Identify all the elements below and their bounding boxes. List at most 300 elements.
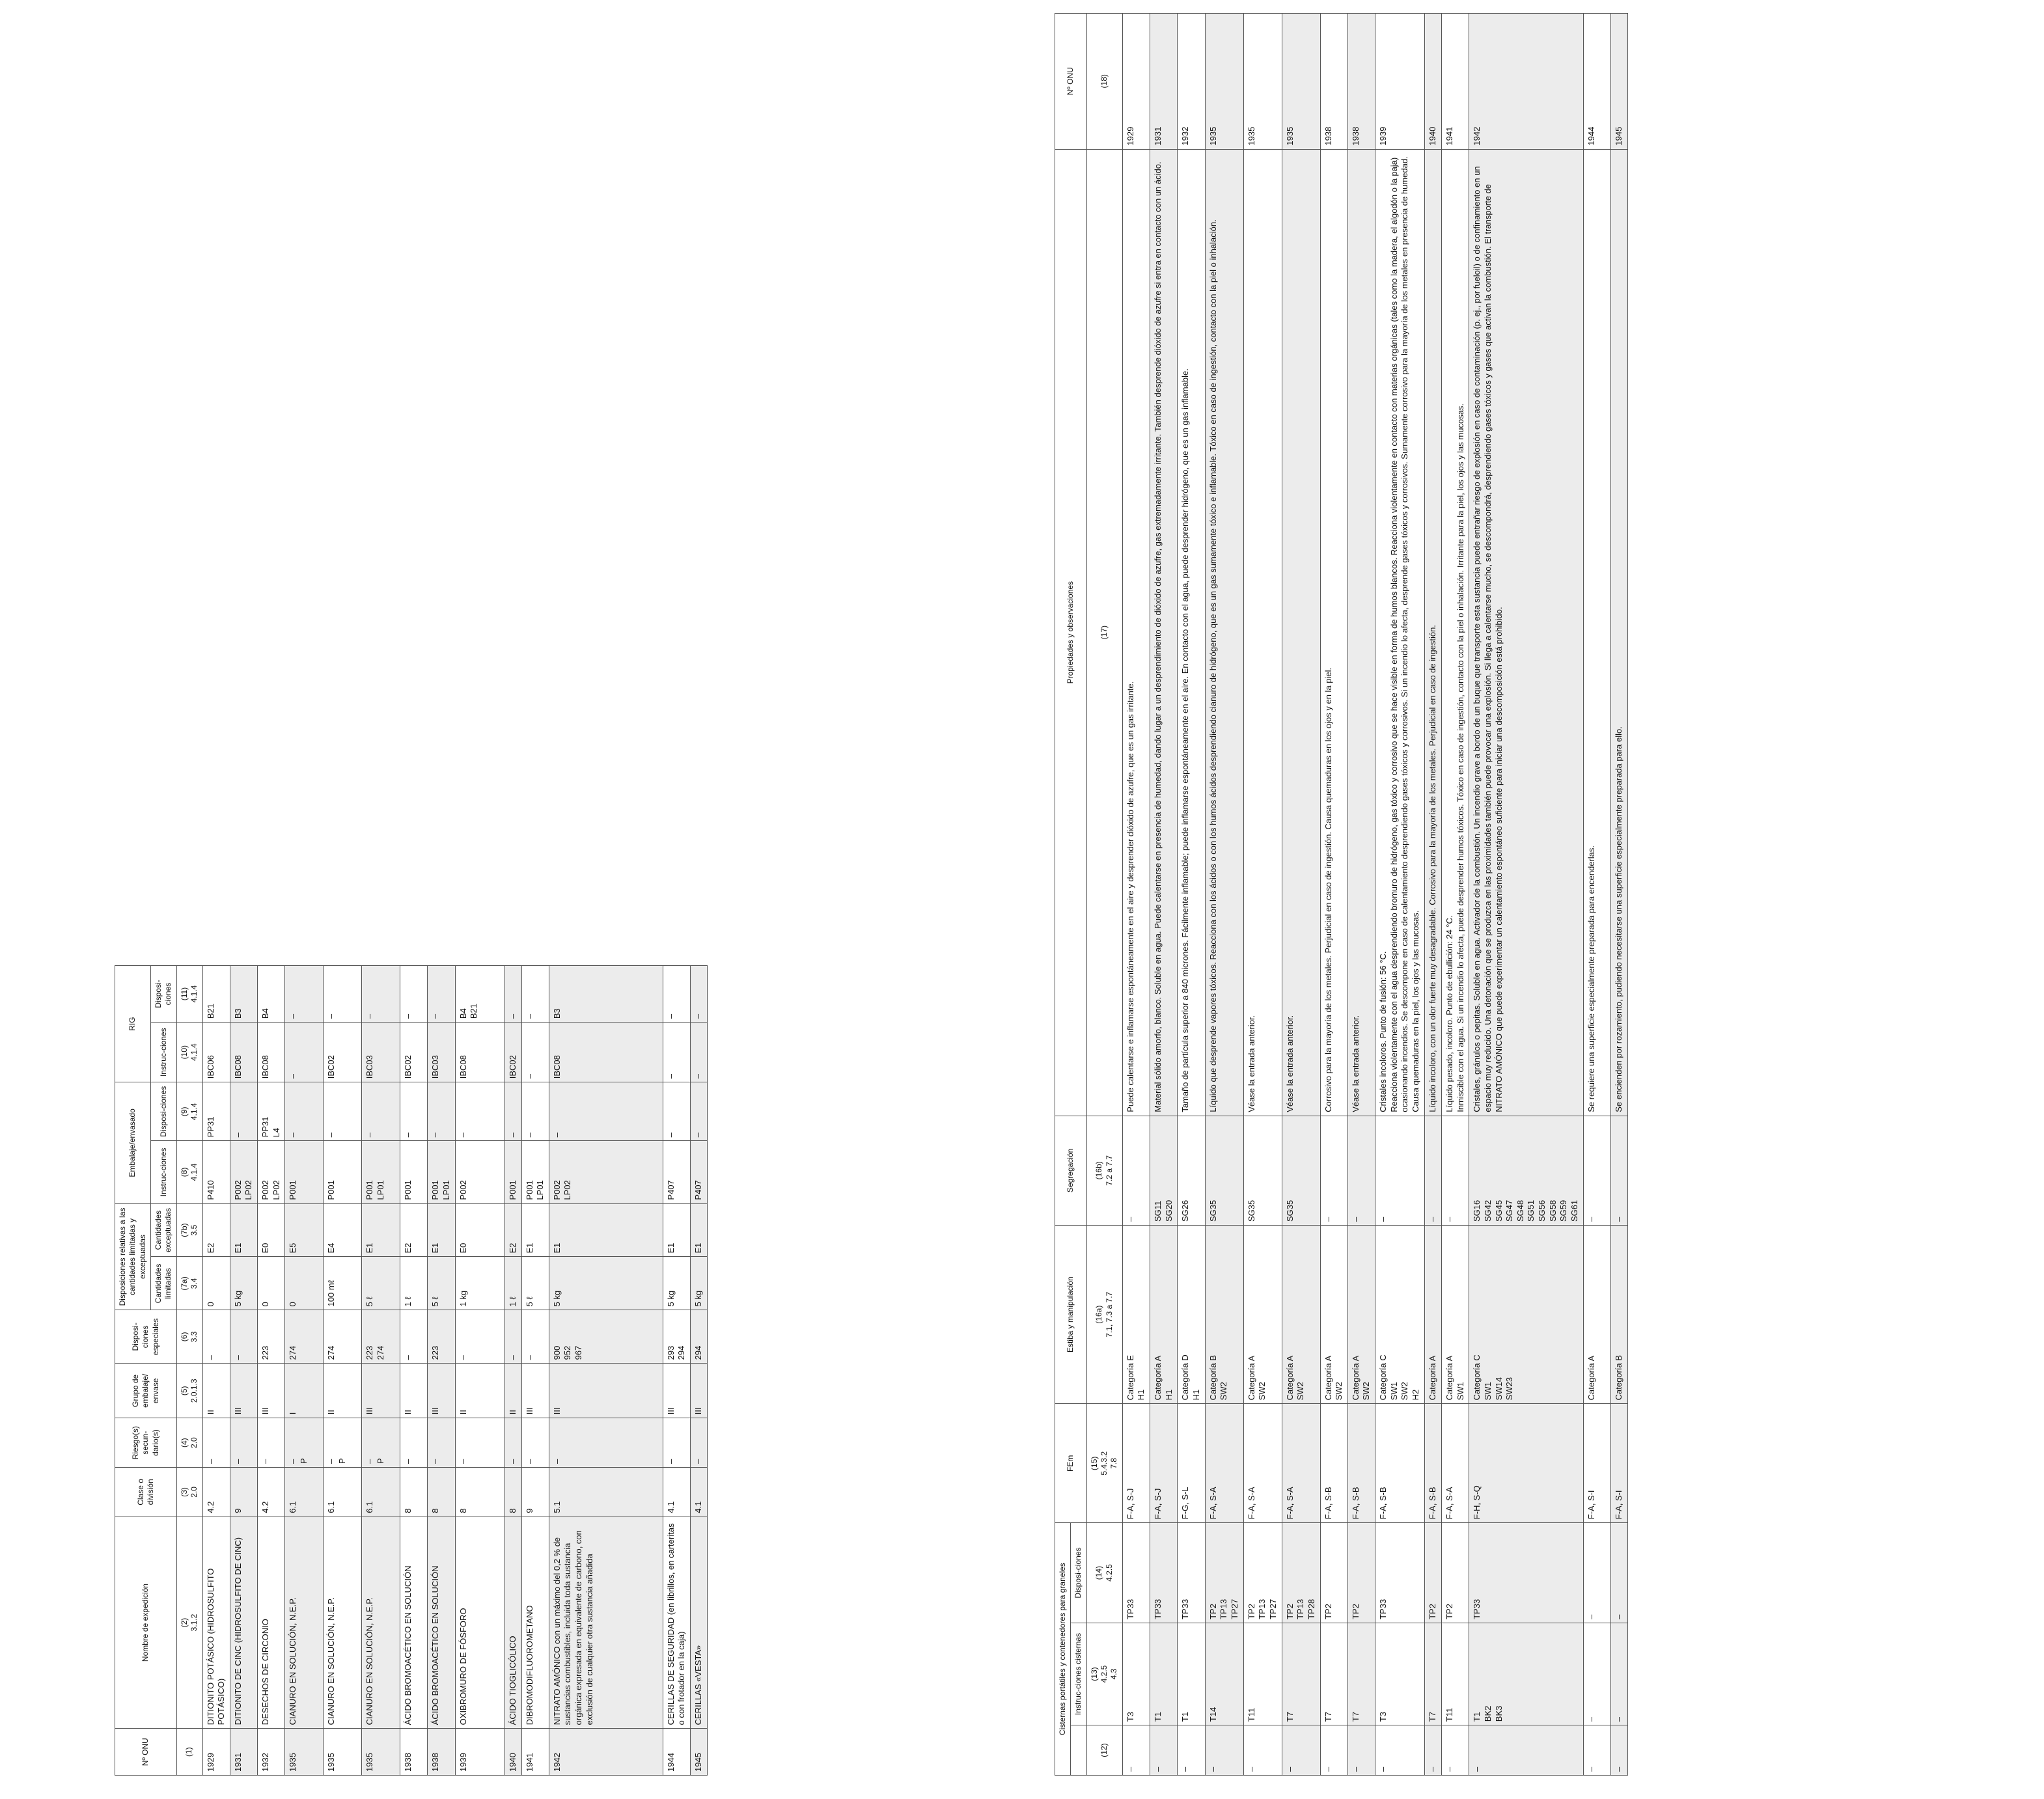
cant-exc-cell: E1 [521,1203,549,1257]
table-row [285,966,324,1776]
onu-cell: 1938 [428,1729,455,1776]
col12-cell: – [1243,1725,1282,1776]
cist-disp-cell: TP2 [1347,1523,1375,1623]
emb-disp-cell: – [362,1082,400,1141]
segreg-cell: – [1375,1116,1425,1225]
rig-instr-cell: IBC08 [455,1023,504,1082]
fem-cell: F-A, S-B [1425,1404,1442,1523]
cant-exc-cell: E5 [285,1203,324,1257]
grupo-cell: III [663,1364,690,1418]
column-number-row [1086,14,1122,1776]
header-disp-esp: Disposi-ciones especiales [115,1310,177,1364]
rig-disp-cell: B21 [202,966,230,1023]
cant-exc-cell: E0 [455,1203,504,1257]
onu-cell: 1935 [1205,14,1243,150]
column-number: (16b) 7.2 a 7.7 [1086,1116,1122,1225]
name-cell: DITIONITO DE CINC (HIDROSULFITO DE CINC) [230,1517,257,1729]
fem-cell: F-A, S-J [1122,1404,1150,1523]
table-row [324,966,362,1776]
props-cell: Líquido que desprende vapores tóxicos. Reacciona con los ácidos o con los humos ácidos desprendiendo cianuro de hidrógeno, que es un gas sumamente tóxico e inflamable. Tóxico en caso de ingestión, contacto con la piel o inhalación. [1205,149,1243,1116]
grupo-cell: III [362,1364,400,1418]
estiba-cell: Categoría A SW2 [1243,1226,1282,1404]
estiba-cell: Categoría A H1 [1150,1226,1178,1404]
table-row [362,966,400,1776]
rig-instr-cell: IBC08 [230,1023,257,1082]
clase-cell: 8 [400,1468,428,1517]
name-cell: DESECHOS DE CIRCONIO [258,1517,285,1729]
table-row [521,966,549,1776]
segreg-cell: – [1442,1116,1469,1225]
header-cant-lim: Cantidades limitadas [151,1257,177,1310]
estiba-cell: Categoría A SW1 [1442,1226,1469,1404]
column-number: (18) [1086,14,1122,150]
rig-disp-cell: – [663,966,690,1023]
cant-lim-cell: 0 [258,1257,285,1310]
column-number: (1) [176,1729,202,1776]
name-cell: ÁCIDO BROMOACÉTICO EN SOLUCIÓN [428,1517,455,1729]
cist-instr-cell: T7 [1347,1623,1375,1725]
grupo-cell: I [285,1364,324,1418]
onu-cell: 1944 [1583,14,1610,150]
props-cell: Se requiere una superficie especialmente preparada para encenderlas. [1583,149,1610,1116]
props-cell: Se encienden por rozamiento, pudiendo necesitarse una superficie especialmente preparada para ello. [1610,149,1627,1116]
name-cell: CIANURO EN SOLUCIÓN, N.E.P. [324,1517,362,1729]
table-row [1205,14,1243,1776]
emb-instr-cell: P410 [202,1141,230,1203]
clase-cell: 4.1 [691,1468,708,1517]
cant-lim-cell: 1 ℓ [400,1257,428,1310]
rig-instr-cell: IBC03 [362,1023,400,1082]
fem-cell: F-A, S-A [1282,1404,1320,1523]
table-row [230,966,257,1776]
estiba-cell: Categoría A SW2 [1282,1226,1320,1404]
grupo-cell: III [428,1364,455,1418]
table-row [663,966,690,1776]
onu-cell: 1942 [549,1729,663,1776]
disp-cell: 294 [691,1310,708,1364]
onu-cell: 1942 [1469,14,1583,150]
rig-instr-cell: IBC08 [258,1023,285,1082]
onu-cell: 1929 [202,1729,230,1776]
fem-cell: F-A, S-I [1583,1404,1610,1523]
table-row [504,966,521,1776]
rig-disp-cell: – [521,966,549,1023]
table-row [1442,14,1469,1776]
table-row [1347,14,1375,1776]
rig-disp-cell: B3 [230,966,257,1023]
rig-disp-cell: – [400,966,428,1023]
segreg-cell: SG35 [1243,1116,1282,1225]
column-number: (12) [1086,1725,1122,1776]
table-row [428,966,455,1776]
riesgo-cell: – [549,1418,663,1468]
cist-instr-cell: T11 [1442,1623,1469,1725]
col12-cell: – [1150,1725,1178,1776]
table-row [1320,14,1347,1776]
header-emb-group: Embalaje/envasado [115,1082,151,1203]
table-row [1282,14,1320,1776]
emb-instr-cell: P001 LP01 [521,1141,549,1203]
segreg-cell: – [1425,1116,1442,1225]
fem-cell: F-A, S-A [1243,1404,1282,1523]
table-row [1178,14,1205,1776]
clase-cell: 4.2 [202,1468,230,1517]
props-cell: Véase la entrada anterior. [1282,149,1320,1116]
fem-cell: F-A, S-B [1347,1404,1375,1523]
riesgo-cell: – [455,1418,504,1468]
name-cell: CERILLAS DE SEGURIDAD (en librillos, en carteritas o con frotador en la caja) [663,1517,690,1729]
segreg-cell: – [1122,1116,1150,1225]
cant-lim-cell: 5 kg [663,1257,690,1310]
col12-cell: – [1610,1725,1627,1776]
header-rig-instr: Instruc-ciones [151,1023,177,1082]
rig-disp-cell: B3 [549,966,663,1023]
cist-disp-cell: TP33 [1469,1523,1583,1623]
table-row [691,966,708,1776]
cist-instr-cell: – [1583,1623,1610,1725]
props-cell: Cristales, gránulos o pepitas. Soluble en agua. Activador de la combustión. Un incendio grave a bordo de un buque que transporte esta sustancia puede entrañar riesgo de explosión en caso de contaminación (p. ej., por fueloil) o de confinamiento en un espacio muy reducido. Una detonación que se produzca en las proximidades también puede provocar una explosión. Si llega a calentarse mucho, se descompondrá, desprendiendo gases tóxicos y gases que activan la combustión. El transporte de NITRATO AMÓNICO que puede experimentar un calentamiento espontáneo suficiente para iniciar una descomposición está prohibido. [1469,149,1583,1116]
clase-cell: 8 [455,1468,504,1517]
rig-instr-cell: IBC02 [324,1023,362,1082]
segreg-cell: SG11 SG20 [1150,1116,1178,1225]
estiba-cell: Categoría E H1 [1122,1226,1150,1404]
cant-exc-cell: E1 [663,1203,690,1257]
onu-cell: 1941 [521,1729,549,1776]
cant-exc-cell: E1 [549,1203,663,1257]
name-cell: DIBROMODIFLUOROMETANO [521,1517,549,1729]
grupo-cell: III [258,1364,285,1418]
header-emb-disp: Disposi-ciones [151,1082,177,1141]
cant-lim-cell: 1 ℓ [504,1257,521,1310]
clase-cell: 8 [428,1468,455,1517]
emb-disp-cell: – [691,1082,708,1141]
onu-cell: 1938 [1347,14,1375,150]
riesgo-cell: – P [324,1418,362,1468]
onu-cell: 1940 [504,1729,521,1776]
clase-cell: 9 [521,1468,549,1517]
grupo-cell: III [230,1364,257,1418]
fem-cell: F-A, S-B [1375,1404,1425,1523]
clase-cell: 6.1 [285,1468,324,1517]
header-name: Nombre de expedición [115,1517,177,1729]
table-row [1425,14,1442,1776]
onu-cell: 1932 [258,1729,285,1776]
estiba-cell: Categoría B [1610,1226,1627,1404]
cant-lim-cell: 5 kg [691,1257,708,1310]
disp-cell: 293 294 [663,1310,690,1364]
rig-instr-cell: IBC06 [202,1023,230,1082]
table-row [1122,14,1150,1776]
column-number: (8) 4.1.4 [176,1141,202,1203]
grupo-cell: III [549,1364,663,1418]
estiba-cell: Categoría A [1583,1226,1610,1404]
column-number-row [176,966,202,1776]
fem-cell: F-A, S-A [1205,1404,1243,1523]
segreg-cell: SG35 [1205,1116,1243,1225]
segreg-cell: SG26 [1178,1116,1205,1225]
rig-disp-cell: B4 B21 [455,966,504,1023]
onu-cell: 1935 [362,1729,400,1776]
disp-cell: 223 274 [362,1310,400,1364]
rig-disp-cell: – [428,966,455,1023]
table-row [202,966,230,1776]
clase-cell: 4.2 [258,1468,285,1517]
col12-cell: – [1320,1725,1347,1776]
onu-cell: 1929 [1122,14,1150,150]
cist-disp-cell: TP2 [1320,1523,1347,1623]
grupo-cell: II [202,1364,230,1418]
cist-disp-cell: TP2 TP13 TP28 [1282,1523,1320,1623]
clase-cell: 8 [504,1468,521,1517]
riesgo-cell: – [202,1418,230,1468]
column-number: (10) 4.1.4 [176,1023,202,1082]
props-cell: Véase la entrada anterior. [1243,149,1282,1116]
col12-cell: – [1122,1725,1150,1776]
header-estiba: Estiba y manipulación [1055,1226,1087,1404]
estiba-cell: Categoría A SW2 [1320,1226,1347,1404]
header-fem: FEm [1055,1404,1087,1523]
header-emb-instr: Instruc-ciones [151,1141,177,1203]
cant-exc-cell: E1 [230,1203,257,1257]
cist-instr-cell: T1 [1178,1623,1205,1725]
disp-cell: – [521,1310,549,1364]
props-cell: Puede calentarse e inflamarse espontáneamente en el aire y desprender dióxido de azufre, que es un gas irritante. [1122,149,1150,1116]
estiba-cell: Categoría A SW2 [1347,1226,1375,1404]
emb-disp-cell: – [428,1082,455,1141]
column-number: (14) 4.2.5 [1086,1523,1122,1623]
onu-cell: 1932 [1178,14,1205,150]
emb-instr-cell: P001 [285,1141,324,1203]
table-row [400,966,428,1776]
col12-cell: – [1442,1725,1469,1776]
column-number: (9) 4.1.4 [176,1082,202,1141]
riesgo-cell: – [521,1418,549,1468]
cant-lim-cell: 5 ℓ [362,1257,400,1310]
props-cell: Líquido pesado, incoloro. Punto de ebullición: 24 °C. Inmiscible con el agua. Si un incendio lo afecta, puede desprender humos tóxicos. Tóxico en caso de ingestión, contacto con la piel o inhalación. Irritante para la piel, los ojos y las mucosas. [1442,149,1469,1116]
emb-disp-cell: – [521,1082,549,1141]
emb-disp-cell: – [400,1082,428,1141]
segreg-cell: – [1320,1116,1347,1225]
header-cant-exc: Cantidades exceptuadas [151,1203,177,1257]
rig-instr-cell: IBC08 [549,1023,663,1082]
clase-cell: 5.1 [549,1468,663,1517]
col12-cell: – [1469,1725,1583,1776]
onu-cell: 1935 [285,1729,324,1776]
emb-instr-cell: P407 [663,1141,690,1203]
riesgo-cell: – [400,1418,428,1468]
left-table-page [115,965,1006,1776]
emb-instr-cell: P002 LP02 [258,1141,285,1203]
props-cell: Cristales incoloros. Punto de fusión: 56 °C. Reacciona violentamente con el agua desprendiendo bromuro de hidrógeno, gas tóxico y corrosivo que se hace visible en forma de humos blancos. Reacciona violentamente en contacto con materias orgánicas (tales como la madera, el algodón o la paja) ocasionando incendios. Se descompone en caso de calentamiento desprendiendo gases tóxicos y corrosivos. Si un incendio lo afecta, desprende gases tóxicos y corrosivos. Sumamente corrosivo para la mayoría de los metales en presencia de humedad. Causa quemaduras en la piel, los ojos y las mucosas. [1375,149,1425,1116]
onu-cell: 1938 [1320,14,1347,150]
disp-cell: 274 [324,1310,362,1364]
fem-cell: F-A, S-I [1610,1404,1627,1523]
name-cell: OXIBROMURO DE FÓSFORO [455,1517,504,1729]
column-number: (16a) 7.1, 7.3 a 7.7 [1086,1226,1122,1404]
col12-cell: – [1178,1725,1205,1776]
disp-cell: 900 952 967 [549,1310,663,1364]
rig-instr-cell: IBC02 [400,1023,428,1082]
grupo-cell: II [504,1364,521,1418]
cant-exc-cell: E4 [324,1203,362,1257]
header-c12 [1071,1725,1086,1776]
cant-exc-cell: E2 [400,1203,428,1257]
riesgo-cell: – [230,1418,257,1468]
cant-exc-cell: E1 [428,1203,455,1257]
header-onu: Nº ONU [115,1729,177,1776]
rig-disp-cell: – [691,966,708,1023]
rig-instr-cell: – [521,1023,549,1082]
rig-instr-cell: – [691,1023,708,1082]
name-cell: ÁCIDO BROMOACÉTICO EN SOLUCIÓN [400,1517,428,1729]
cant-exc-cell: E0 [258,1203,285,1257]
riesgo-cell: – P [362,1418,400,1468]
right-table-page [1055,13,2044,1776]
name-cell: ÁCIDO TIOGLICÓLICO [504,1517,521,1729]
header-riesgo: Riesgo(s) secun-dario(s) [115,1418,177,1468]
riesgo-cell: – [663,1418,690,1468]
onu-cell: 1944 [663,1729,690,1776]
table-row [1150,14,1178,1776]
estiba-cell: Categoría C SW1 SW14 SW23 [1469,1226,1583,1404]
rig-instr-cell: IBC03 [428,1023,455,1082]
table-row [1583,14,1610,1776]
props-cell: Líquido incoloro, con un olor fuerte muy desagradable. Corrosivo para la mayoría de los metales. Perjudicial en caso de ingestión. [1425,149,1442,1116]
props-cell: Corrosivo para la mayoría de los metales. Perjudicial en caso de ingestión. Causa quemaduras en los ojos y en la piel. [1320,149,1347,1116]
cist-disp-cell: – [1583,1523,1610,1623]
column-number: (15) 5.4.3.2 7.8 [1086,1404,1122,1523]
onu-cell: 1935 [1243,14,1282,150]
onu-cell: 1935 [324,1729,362,1776]
cist-instr-cell: T3 [1122,1623,1150,1725]
column-number: (6) 3.3 [176,1310,202,1364]
rig-instr-cell: IBC02 [504,1023,521,1082]
emb-instr-cell: P002 LP02 [549,1141,663,1203]
disp-cell: 223 [258,1310,285,1364]
riesgo-cell: – [428,1418,455,1468]
onu-cell: 1939 [1375,14,1425,150]
table-row [549,966,663,1776]
cist-disp-cell: TP2 TP13 TP27 [1243,1523,1282,1623]
col12-cell: – [1347,1725,1375,1776]
cant-lim-cell: 5 kg [549,1257,663,1310]
onu-cell: 1945 [1610,14,1627,150]
grupo-cell: III [691,1364,708,1418]
disp-cell: – [455,1310,504,1364]
disp-cell: – [400,1310,428,1364]
header-props: Propiedades y observaciones [1055,149,1087,1116]
disp-cell: 223 [428,1310,455,1364]
right-table [1055,13,1628,1776]
cist-instr-cell: – [1610,1623,1627,1725]
cist-disp-cell: – [1610,1523,1627,1623]
cant-lim-cell: 0 [285,1257,324,1310]
cist-disp-cell: TP33 [1150,1523,1178,1623]
grupo-cell: II [455,1364,504,1418]
segreg-cell: – [1583,1116,1610,1225]
props-cell: Véase la entrada anterior. [1347,149,1375,1116]
cist-instr-cell: T11 [1243,1623,1282,1725]
cant-lim-cell: 5 ℓ [428,1257,455,1310]
cist-disp-cell: TP33 [1122,1523,1150,1623]
cant-exc-cell: E2 [504,1203,521,1257]
cant-lim-cell: 1 kg [455,1257,504,1310]
segreg-cell: SG35 [1282,1116,1320,1225]
fem-cell: F-H, S-Q [1469,1404,1583,1523]
column-number: (17) [1086,149,1122,1116]
emb-instr-cell: P001 [400,1141,428,1203]
estiba-cell: Categoría A [1425,1226,1442,1404]
onu-cell: 1945 [691,1729,708,1776]
cist-instr-cell: T7 [1320,1623,1347,1725]
column-number: (7a) 3.4 [176,1257,202,1310]
table-row [1610,14,1627,1776]
cant-lim-cell: 100 mℓ [324,1257,362,1310]
disp-cell: – [504,1310,521,1364]
col12-cell: – [1205,1725,1243,1776]
props-cell: Material sólido amorfo, blanco. Soluble en agua. Puede calentarse en presencia de humedad, dando lugar a un desprendimiento de dióxido de azufre, gas extremadamente irritante. También desprende dióxido de azufre si entra en contacto con un ácido. [1150,149,1178,1116]
left-table [115,965,708,1776]
emb-instr-cell: P002 LP02 [230,1141,257,1203]
column-number: (13) 4.2.5 4.3 [1086,1623,1122,1725]
table-row [455,966,504,1776]
column-number: (5) 2.0.1.3 [176,1364,202,1418]
segreg-cell: – [1610,1116,1627,1225]
column-number: (3) 2.0 [176,1468,202,1517]
header-cant-group: Disposiciones relativas a las cantidades limitadas y exceptuadas [115,1203,151,1310]
estiba-cell: Categoría B SW2 [1205,1226,1243,1404]
clase-cell: 9 [230,1468,257,1517]
cist-disp-cell: TP33 [1375,1523,1425,1623]
grupo-cell: II [400,1364,428,1418]
onu-cell: 1931 [1150,14,1178,150]
fem-cell: F-A, S-B [1320,1404,1347,1523]
rig-disp-cell: – [324,966,362,1023]
fem-cell: F-A, S-J [1150,1404,1178,1523]
emb-disp-cell: – [663,1082,690,1141]
fem-cell: F-A, S-A [1442,1404,1469,1523]
riesgo-cell: – P [285,1418,324,1468]
header-rig-disp: Disposi-ciones [151,966,177,1023]
segreg-cell: – [1347,1116,1375,1225]
cant-exc-cell: E2 [202,1203,230,1257]
header-segreg: Segregación [1055,1116,1087,1225]
onu-cell: 1931 [230,1729,257,1776]
name-cell: CIANURO EN SOLUCIÓN, N.E.P. [285,1517,324,1729]
cant-lim-cell: 5 ℓ [521,1257,549,1310]
cant-exc-cell: E1 [362,1203,400,1257]
onu-cell: 1940 [1425,14,1442,150]
estiba-cell: Categoría C SW1 SW2 H2 [1375,1226,1425,1404]
cant-lim-cell: 5 kg [230,1257,257,1310]
table-row [1375,14,1425,1776]
header-cist-instr: Instruc-ciones cisternas [1071,1623,1086,1725]
disp-cell: 274 [285,1310,324,1364]
cist-instr-cell: T1 [1150,1623,1178,1725]
riesgo-cell: – [258,1418,285,1468]
cant-exc-cell: E1 [691,1203,708,1257]
table-row [258,966,285,1776]
cist-instr-cell: T1 BK2 BK3 [1469,1623,1583,1725]
rig-instr-cell: – [285,1023,324,1082]
name-cell: DITIONITO POTÁSICO (HIDROSULFITO POTÁSICO) [202,1517,230,1729]
onu-cell: 1939 [455,1729,504,1776]
grupo-cell: II [324,1364,362,1418]
name-cell: CIANURO EN SOLUCIÓN, N.E.P. [362,1517,400,1729]
cist-disp-cell: TP2 TP13 TP27 [1205,1523,1243,1623]
col12-cell: – [1425,1725,1442,1776]
table-row [1243,14,1282,1776]
